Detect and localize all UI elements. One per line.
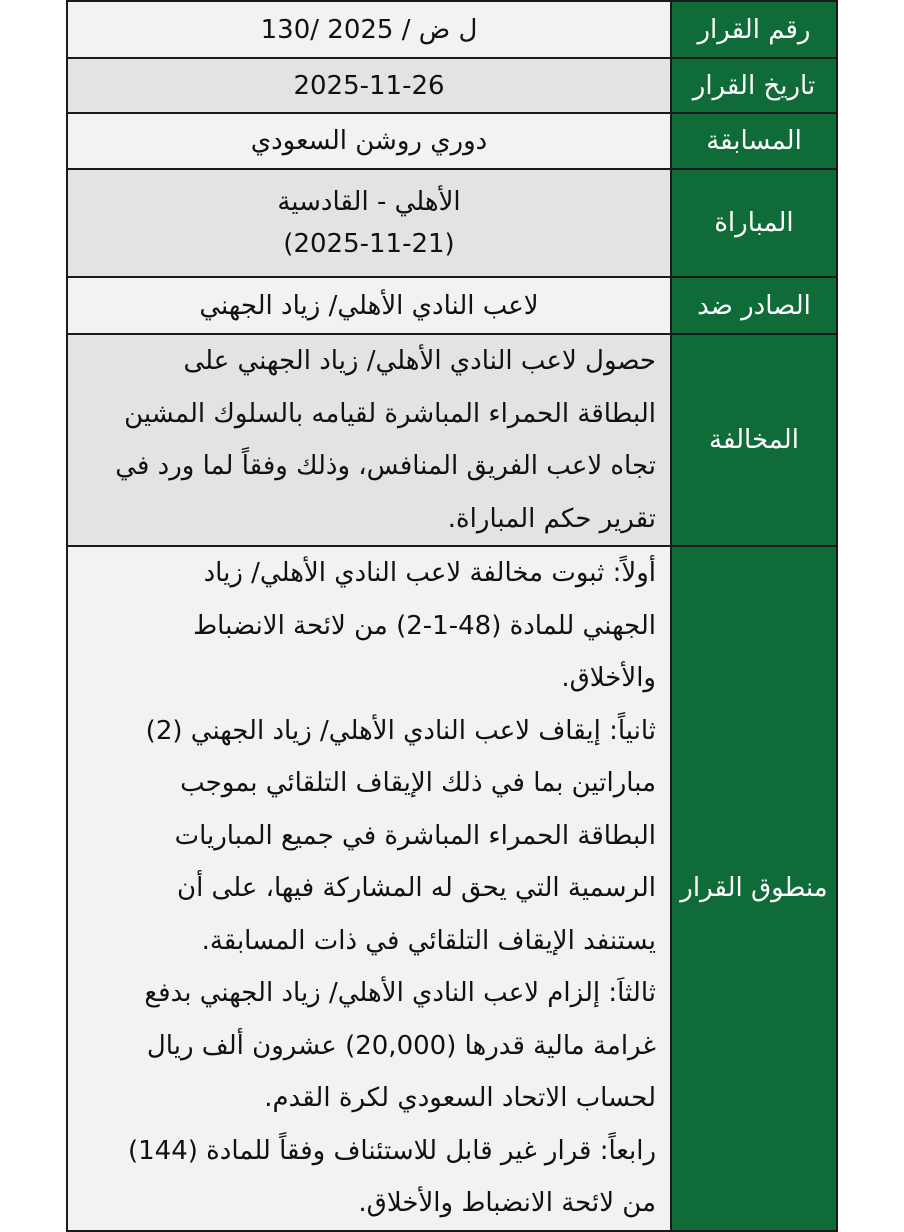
match-teams: الأهلي - القادسية	[277, 187, 461, 217]
violation-label: المخالفة	[671, 334, 837, 546]
row-ruling	[67, 546, 837, 1231]
ruling-line: غرامة مالية قدرها (20,000) عشرون ألف ريال	[146, 1030, 656, 1061]
ruling-line: البطاقة الحمراء المباشرة في جميع المباريات	[174, 820, 656, 851]
decision-date-label: تاريخ القرار	[671, 58, 837, 113]
ruling-line: يستنفد الإيقاف التلقائي في ذات المسابقة.	[201, 925, 656, 956]
match-label: المباراة	[671, 169, 837, 277]
violation-line: البطاقة الحمراء المباشرة لقيامه بالسلوك المشين	[124, 398, 656, 429]
violation-text	[67, 334, 671, 546]
decision-date-value: 2025-11-26	[67, 58, 671, 113]
violation-line: حصول لاعب النادي الأهلي/ زياد الجهني على	[183, 346, 656, 376]
ruling-line: أولاً: ثبوت مخالفة لاعب النادي الأهلي/ زياد	[203, 558, 656, 588]
ruling-text	[67, 546, 671, 1231]
match-value	[67, 169, 671, 277]
match-date: (2025-11-21)	[283, 229, 455, 259]
ruling-line: ثالثاَ: إلزام لاعب النادي الأهلي/ زياد الجهني بدفع	[144, 978, 656, 1008]
ruling-line: الجهني للمادة (48-1-2) من لائحة الانضباط	[193, 610, 656, 641]
ruling-line: رابعاً: قرار غير قابل للاستئناف وفقاً للمادة (144)	[127, 1135, 656, 1166]
ruling-line: الرسمية التي يحق له المشاركة فيها، على أن	[176, 873, 656, 903]
ruling-line: والأخلاق.	[561, 663, 656, 693]
violation-line: تقرير حكم المباراة.	[447, 503, 656, 534]
row-competition	[67, 113, 837, 169]
decision-number-value: 130/ ل ض / 2025	[67, 1, 671, 58]
row-violation	[67, 334, 837, 546]
issued-against-value: لاعب النادي الأهلي/ زياد الجهني	[67, 277, 671, 334]
ruling-line: مباراتين بما في ذلك الإيقاف التلقائي بموجب	[180, 768, 656, 798]
competition-value: دوري روشن السعودي	[67, 113, 671, 169]
ruling-line: ثانياً: إيقاف لاعب النادي الأهلي/ زياد الجهني (2)	[145, 715, 656, 746]
decision-table	[66, 0, 838, 1232]
ruling-line: من لائحة الانضباط والأخلاق.	[358, 1188, 656, 1218]
row-match	[67, 169, 837, 277]
competition-label: المسابقة	[671, 113, 837, 169]
issued-against-label: الصادر ضد	[671, 277, 837, 334]
row-issued-against	[67, 277, 837, 334]
violation-line: تجاه لاعب الفريق المنافس، وذلك وفقاً لما ورد في	[115, 451, 656, 481]
row-decision-number	[67, 1, 837, 58]
ruling-line: لحساب الاتحاد السعودي لكرة القدم.	[264, 1083, 656, 1113]
ruling-label: منطوق القرار	[671, 546, 837, 1231]
decision-number-label: رقم القرار	[671, 1, 837, 58]
row-decision-date	[67, 58, 837, 113]
